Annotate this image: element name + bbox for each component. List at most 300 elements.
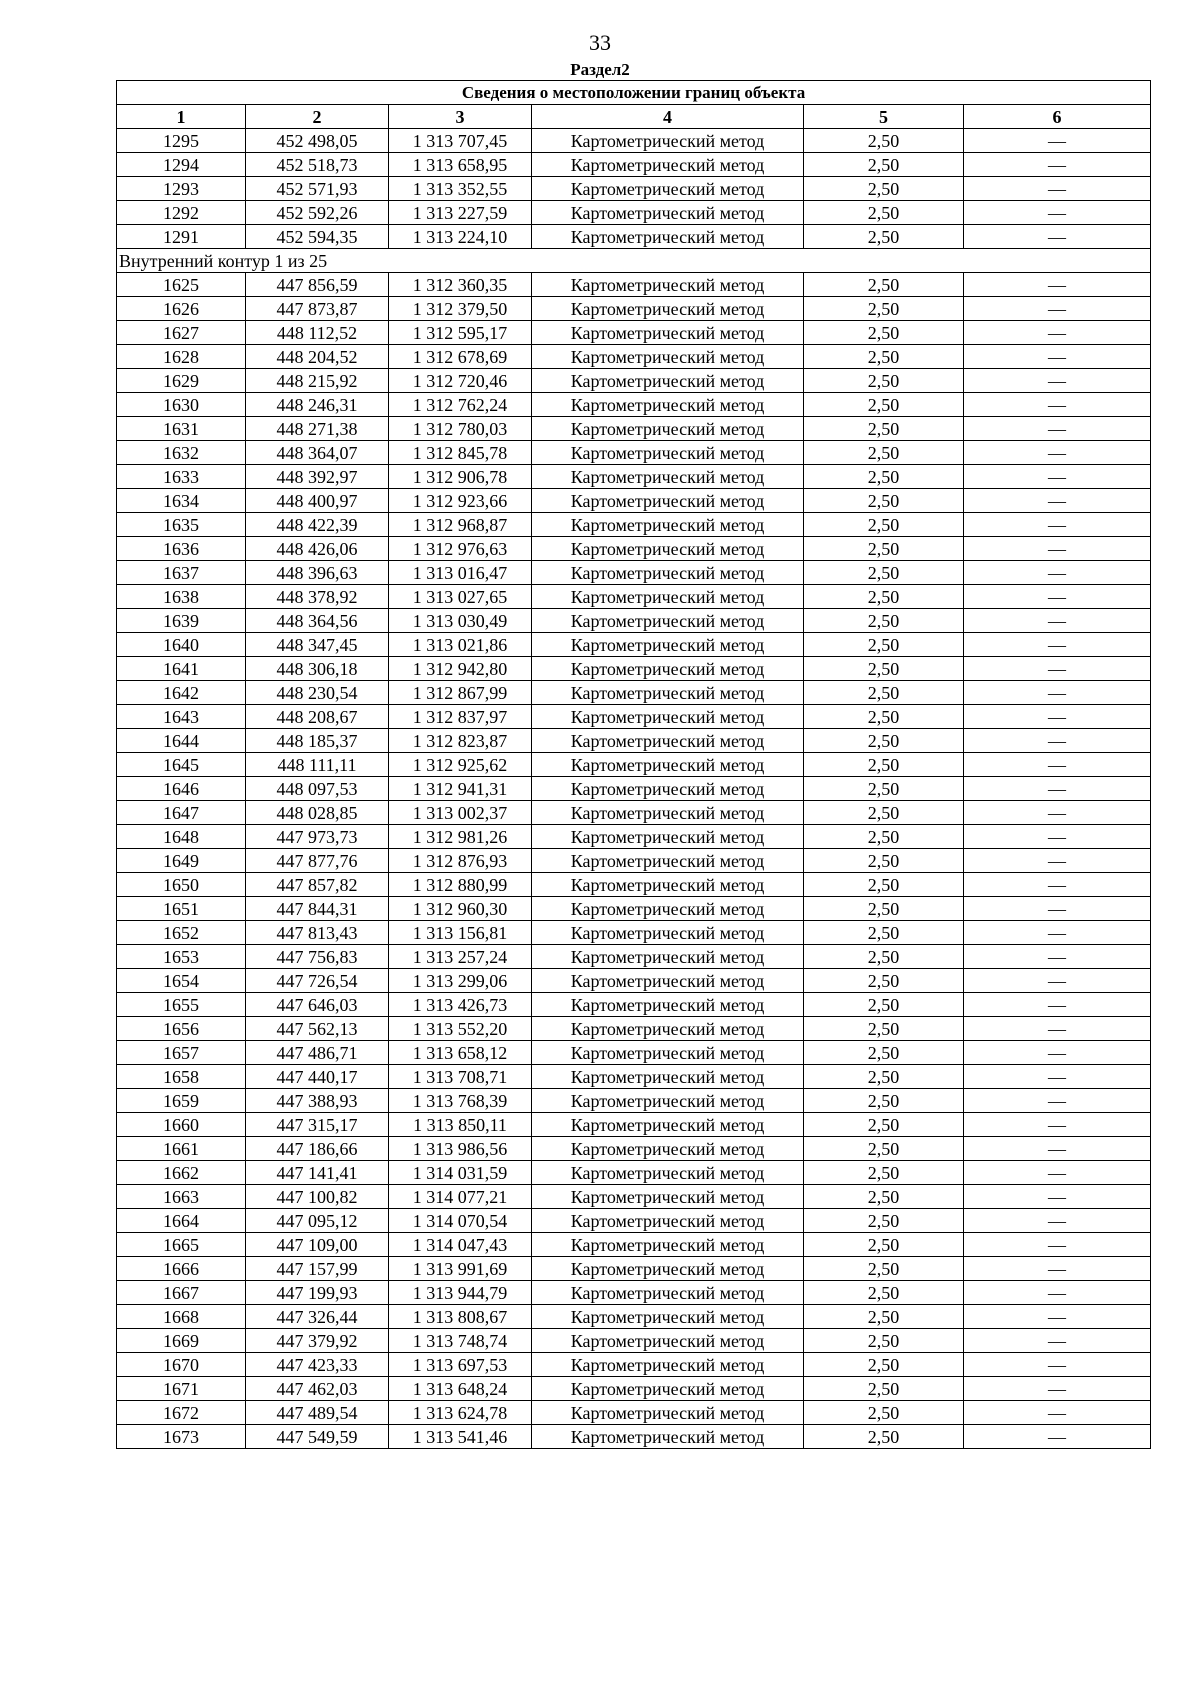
- determination-method: Картометрический метод: [532, 297, 804, 321]
- determination-method: Картометрический метод: [532, 1305, 804, 1329]
- contour-label-row: [117, 249, 1151, 273]
- coordinate-x: 448 204,52: [246, 345, 389, 369]
- accuracy-value: 2,50: [804, 1161, 964, 1185]
- table-row: [117, 1401, 1151, 1425]
- coordinate-x: 447 462,03: [246, 1377, 389, 1401]
- coordinate-x: 447 186,66: [246, 1137, 389, 1161]
- coordinate-y: 1 313 002,37: [389, 801, 532, 825]
- determination-method: Картометрический метод: [532, 969, 804, 993]
- determination-method: Картометрический метод: [532, 729, 804, 753]
- point-number: 1294: [117, 153, 246, 177]
- accuracy-value: 2,50: [804, 177, 964, 201]
- point-number: 1651: [117, 897, 246, 921]
- coordinate-y: 1 312 941,31: [389, 777, 532, 801]
- determination-method: Картометрический метод: [532, 633, 804, 657]
- coordinate-x: 448 378,92: [246, 585, 389, 609]
- coordinate-y: 1 313 850,11: [389, 1113, 532, 1137]
- accuracy-value: 2,50: [804, 1353, 964, 1377]
- determination-method: Картометрический метод: [532, 561, 804, 585]
- coordinate-y: 1 313 027,65: [389, 585, 532, 609]
- determination-method: Картометрический метод: [532, 1209, 804, 1233]
- description-value: —: [964, 1209, 1151, 1233]
- point-number: 1656: [117, 1017, 246, 1041]
- description-value: —: [964, 345, 1151, 369]
- accuracy-value: 2,50: [804, 633, 964, 657]
- accuracy-value: 2,50: [804, 345, 964, 369]
- coordinate-x: 447 646,03: [246, 993, 389, 1017]
- table-row: [117, 945, 1151, 969]
- coordinate-x: 447 844,31: [246, 897, 389, 921]
- section-title: Раздел2: [570, 60, 630, 79]
- coordinate-x: 447 095,12: [246, 1209, 389, 1233]
- point-number: 1630: [117, 393, 246, 417]
- point-number: 1649: [117, 849, 246, 873]
- table-row: [117, 1089, 1151, 1113]
- table-row: [117, 513, 1151, 537]
- description-value: —: [964, 777, 1151, 801]
- determination-method: Картометрический метод: [532, 1185, 804, 1209]
- accuracy-value: 2,50: [804, 753, 964, 777]
- point-number: 1293: [117, 177, 246, 201]
- point-number: 1669: [117, 1329, 246, 1353]
- description-value: —: [964, 993, 1151, 1017]
- point-number: 1665: [117, 1233, 246, 1257]
- determination-method: Картометрический метод: [532, 753, 804, 777]
- point-number: 1661: [117, 1137, 246, 1161]
- table-row: [117, 657, 1151, 681]
- description-value: —: [964, 921, 1151, 945]
- accuracy-value: 2,50: [804, 1113, 964, 1137]
- coordinate-y: 1 313 426,73: [389, 993, 532, 1017]
- table-row: [117, 129, 1151, 153]
- accuracy-value: 2,50: [804, 1425, 964, 1449]
- determination-method: Картометрический метод: [532, 801, 804, 825]
- accuracy-value: 2,50: [804, 945, 964, 969]
- table-row: [117, 369, 1151, 393]
- accuracy-value: 2,50: [804, 1401, 964, 1425]
- coordinate-y: 1 313 224,10: [389, 225, 532, 249]
- accuracy-value: 2,50: [804, 201, 964, 225]
- description-value: —: [964, 705, 1151, 729]
- coordinate-x: 447 873,87: [246, 297, 389, 321]
- coordinate-x: 448 112,52: [246, 321, 389, 345]
- coordinate-x: 448 347,45: [246, 633, 389, 657]
- determination-method: Картометрический метод: [532, 1329, 804, 1353]
- coordinate-x: 447 489,54: [246, 1401, 389, 1425]
- determination-method: Картометрический метод: [532, 1425, 804, 1449]
- accuracy-value: 2,50: [804, 705, 964, 729]
- coordinate-y: 1 312 360,35: [389, 273, 532, 297]
- coordinate-y: 1 312 976,63: [389, 537, 532, 561]
- coordinate-x: 448 392,97: [246, 465, 389, 489]
- table-row: [117, 1113, 1151, 1137]
- point-number: 1659: [117, 1089, 246, 1113]
- accuracy-value: 2,50: [804, 1233, 964, 1257]
- description-value: —: [964, 297, 1151, 321]
- description-value: —: [964, 225, 1151, 249]
- coordinate-x: 447 877,76: [246, 849, 389, 873]
- coordinate-x: 447 813,43: [246, 921, 389, 945]
- coordinate-y: 1 312 876,93: [389, 849, 532, 873]
- accuracy-value: 2,50: [804, 873, 964, 897]
- description-value: —: [964, 633, 1151, 657]
- coordinate-y: 1 312 925,62: [389, 753, 532, 777]
- coordinate-x: 448 364,56: [246, 609, 389, 633]
- point-number: 1666: [117, 1257, 246, 1281]
- coordinate-x: 447 486,71: [246, 1041, 389, 1065]
- table-row: [117, 729, 1151, 753]
- description-value: —: [964, 1377, 1151, 1401]
- coordinate-x: 448 306,18: [246, 657, 389, 681]
- column-number: 3: [389, 105, 532, 129]
- coordinate-x: 448 111,11: [246, 753, 389, 777]
- point-number: 1639: [117, 609, 246, 633]
- outer-contour-rows: [117, 129, 1151, 249]
- point-number: 1671: [117, 1377, 246, 1401]
- coordinate-x: 452 594,35: [246, 225, 389, 249]
- coordinate-x: 447 549,59: [246, 1425, 389, 1449]
- coordinate-y: 1 313 352,55: [389, 177, 532, 201]
- coordinate-x: 447 756,83: [246, 945, 389, 969]
- accuracy-value: 2,50: [804, 729, 964, 753]
- determination-method: Картометрический метод: [532, 369, 804, 393]
- accuracy-value: 2,50: [804, 393, 964, 417]
- description-value: —: [964, 1161, 1151, 1185]
- table-row: [117, 297, 1151, 321]
- table-row: [117, 441, 1151, 465]
- coordinate-x: 452 498,05: [246, 129, 389, 153]
- determination-method: Картометрический метод: [532, 705, 804, 729]
- table-row: [117, 1425, 1151, 1449]
- coordinate-y: 1 313 552,20: [389, 1017, 532, 1041]
- description-value: —: [964, 489, 1151, 513]
- description-value: —: [964, 1065, 1151, 1089]
- coordinate-y: 1 313 227,59: [389, 201, 532, 225]
- table-row: [117, 417, 1151, 441]
- table-row: [117, 1329, 1151, 1353]
- table-row: [117, 585, 1151, 609]
- accuracy-value: 2,50: [804, 153, 964, 177]
- table-row: [117, 633, 1151, 657]
- coordinate-y: 1 312 837,97: [389, 705, 532, 729]
- coordinate-x: 447 857,82: [246, 873, 389, 897]
- point-number: 1673: [117, 1425, 246, 1449]
- table-row: [117, 969, 1151, 993]
- description-value: —: [964, 1425, 1151, 1449]
- coordinate-y: 1 313 021,86: [389, 633, 532, 657]
- table-row: [117, 1233, 1151, 1257]
- coordinate-x: 447 199,93: [246, 1281, 389, 1305]
- determination-method: Картометрический метод: [532, 657, 804, 681]
- coordinate-y: 1 312 960,30: [389, 897, 532, 921]
- coordinate-x: 448 185,37: [246, 729, 389, 753]
- coordinate-x: 447 379,92: [246, 1329, 389, 1353]
- table-row: [117, 465, 1151, 489]
- point-number: 1631: [117, 417, 246, 441]
- table-row: [117, 1353, 1151, 1377]
- table-row: [117, 1185, 1151, 1209]
- accuracy-value: 2,50: [804, 1257, 964, 1281]
- coordinate-x: 448 097,53: [246, 777, 389, 801]
- coordinate-x: 448 422,39: [246, 513, 389, 537]
- point-number: 1654: [117, 969, 246, 993]
- accuracy-value: 2,50: [804, 297, 964, 321]
- point-number: 1632: [117, 441, 246, 465]
- accuracy-value: 2,50: [804, 921, 964, 945]
- point-number: 1634: [117, 489, 246, 513]
- coordinate-y: 1 313 030,49: [389, 609, 532, 633]
- accuracy-value: 2,50: [804, 777, 964, 801]
- determination-method: Картометрический метод: [532, 225, 804, 249]
- coordinate-y: 1 312 678,69: [389, 345, 532, 369]
- coordinate-x: 448 400,97: [246, 489, 389, 513]
- description-value: —: [964, 153, 1151, 177]
- contour-label-section: [117, 249, 1151, 273]
- description-value: —: [964, 825, 1151, 849]
- column-number: 1: [117, 105, 246, 129]
- accuracy-value: 2,50: [804, 489, 964, 513]
- coordinate-y: 1 313 707,45: [389, 129, 532, 153]
- coordinate-y: 1 312 923,66: [389, 489, 532, 513]
- table-row: [117, 225, 1151, 249]
- description-value: —: [964, 393, 1151, 417]
- description-value: —: [964, 369, 1151, 393]
- coordinate-y: 1 312 823,87: [389, 729, 532, 753]
- table-row: [117, 321, 1151, 345]
- determination-method: Картометрический метод: [532, 777, 804, 801]
- description-value: —: [964, 1089, 1151, 1113]
- point-number: 1640: [117, 633, 246, 657]
- accuracy-value: 2,50: [804, 1065, 964, 1089]
- description-value: —: [964, 201, 1151, 225]
- accuracy-value: 2,50: [804, 225, 964, 249]
- description-value: —: [964, 945, 1151, 969]
- table-row: [117, 753, 1151, 777]
- point-number: 1643: [117, 705, 246, 729]
- determination-method: Картометрический метод: [532, 345, 804, 369]
- table-caption-row: [117, 81, 1151, 105]
- coordinate-y: 1 312 880,99: [389, 873, 532, 897]
- coordinate-y: 1 313 944,79: [389, 1281, 532, 1305]
- description-value: —: [964, 1353, 1151, 1377]
- table-row: [117, 1137, 1151, 1161]
- determination-method: Картометрический метод: [532, 1113, 804, 1137]
- description-value: —: [964, 1137, 1151, 1161]
- point-number: 1295: [117, 129, 246, 153]
- table-row: [117, 801, 1151, 825]
- table-row: [117, 177, 1151, 201]
- description-value: —: [964, 273, 1151, 297]
- description-value: —: [964, 801, 1151, 825]
- coordinate-x: 447 856,59: [246, 273, 389, 297]
- table-row: [117, 1017, 1151, 1041]
- description-value: —: [964, 729, 1151, 753]
- table-row: [117, 849, 1151, 873]
- description-value: —: [964, 537, 1151, 561]
- determination-method: Картометрический метод: [532, 441, 804, 465]
- coordinate-x: 447 109,00: [246, 1233, 389, 1257]
- point-number: 1658: [117, 1065, 246, 1089]
- coordinate-x: 452 571,93: [246, 177, 389, 201]
- point-number: 1645: [117, 753, 246, 777]
- coordinate-x: 447 326,44: [246, 1305, 389, 1329]
- coordinate-x: 448 396,63: [246, 561, 389, 585]
- accuracy-value: 2,50: [804, 1089, 964, 1113]
- coordinate-x: 448 208,67: [246, 705, 389, 729]
- description-value: —: [964, 585, 1151, 609]
- table-row: [117, 825, 1151, 849]
- coordinate-y: 1 313 257,24: [389, 945, 532, 969]
- table-row: [117, 1065, 1151, 1089]
- coordinate-y: 1 314 077,21: [389, 1185, 532, 1209]
- coordinate-y: 1 312 720,46: [389, 369, 532, 393]
- description-value: —: [964, 465, 1151, 489]
- accuracy-value: 2,50: [804, 465, 964, 489]
- point-number: 1647: [117, 801, 246, 825]
- column-number: 5: [804, 105, 964, 129]
- coordinate-y: 1 312 906,78: [389, 465, 532, 489]
- coordinate-y: 1 313 541,46: [389, 1425, 532, 1449]
- accuracy-value: 2,50: [804, 609, 964, 633]
- description-value: —: [964, 873, 1151, 897]
- point-number: 1667: [117, 1281, 246, 1305]
- coordinate-y: 1 313 648,24: [389, 1377, 532, 1401]
- coordinate-y: 1 313 748,74: [389, 1329, 532, 1353]
- coordinate-x: 452 592,26: [246, 201, 389, 225]
- table-row: [117, 873, 1151, 897]
- accuracy-value: 2,50: [804, 441, 964, 465]
- coordinate-x: 447 388,93: [246, 1089, 389, 1113]
- table-row: [117, 1305, 1151, 1329]
- table-row: [117, 1161, 1151, 1185]
- accuracy-value: 2,50: [804, 1017, 964, 1041]
- accuracy-value: 2,50: [804, 513, 964, 537]
- accuracy-value: 2,50: [804, 1329, 964, 1353]
- coordinate-x: 448 246,31: [246, 393, 389, 417]
- coordinate-y: 1 312 762,24: [389, 393, 532, 417]
- determination-method: Картометрический метод: [532, 537, 804, 561]
- coordinate-y: 1 313 708,71: [389, 1065, 532, 1089]
- determination-method: Картометрический метод: [532, 1233, 804, 1257]
- table-row: [117, 153, 1151, 177]
- description-value: —: [964, 609, 1151, 633]
- description-value: —: [964, 513, 1151, 537]
- determination-method: Картометрический метод: [532, 153, 804, 177]
- accuracy-value: 2,50: [804, 849, 964, 873]
- coordinate-y: 1 312 845,78: [389, 441, 532, 465]
- accuracy-value: 2,50: [804, 681, 964, 705]
- point-number: 1626: [117, 297, 246, 321]
- determination-method: Картометрический метод: [532, 417, 804, 441]
- description-value: —: [964, 1257, 1151, 1281]
- description-value: —: [964, 1185, 1151, 1209]
- description-value: —: [964, 897, 1151, 921]
- accuracy-value: 2,50: [804, 825, 964, 849]
- point-number: 1291: [117, 225, 246, 249]
- point-number: 1672: [117, 1401, 246, 1425]
- accuracy-value: 2,50: [804, 1041, 964, 1065]
- accuracy-value: 2,50: [804, 585, 964, 609]
- determination-method: Картометрический метод: [532, 609, 804, 633]
- accuracy-value: 2,50: [804, 417, 964, 441]
- accuracy-value: 2,50: [804, 1377, 964, 1401]
- determination-method: Картометрический метод: [532, 1089, 804, 1113]
- determination-method: Картометрический метод: [532, 273, 804, 297]
- point-number: 1670: [117, 1353, 246, 1377]
- point-number: 1663: [117, 1185, 246, 1209]
- determination-method: Картометрический метод: [532, 177, 804, 201]
- point-number: 1650: [117, 873, 246, 897]
- determination-method: Картометрический метод: [532, 1257, 804, 1281]
- point-number: 1629: [117, 369, 246, 393]
- coordinate-y: 1 313 991,69: [389, 1257, 532, 1281]
- coordinate-x: 447 440,17: [246, 1065, 389, 1089]
- determination-method: Картометрический метод: [532, 849, 804, 873]
- accuracy-value: 2,50: [804, 969, 964, 993]
- column-number: 6: [964, 105, 1151, 129]
- description-value: —: [964, 849, 1151, 873]
- accuracy-value: 2,50: [804, 369, 964, 393]
- table-row: [117, 777, 1151, 801]
- coordinate-x: 452 518,73: [246, 153, 389, 177]
- table-caption: Сведения о местоположении границ объекта: [117, 81, 1151, 105]
- accuracy-value: 2,50: [804, 993, 964, 1017]
- table-row: [117, 993, 1151, 1017]
- point-number: 1641: [117, 657, 246, 681]
- determination-method: Картометрический метод: [532, 585, 804, 609]
- description-value: —: [964, 129, 1151, 153]
- point-number: 1637: [117, 561, 246, 585]
- determination-method: Картометрический метод: [532, 1041, 804, 1065]
- coordinate-y: 1 313 156,81: [389, 921, 532, 945]
- page-number: 33: [589, 30, 611, 55]
- table-row: [117, 1281, 1151, 1305]
- point-number: 1636: [117, 537, 246, 561]
- coordinate-x: 448 230,54: [246, 681, 389, 705]
- coordinate-y: 1 313 624,78: [389, 1401, 532, 1425]
- determination-method: Картометрический метод: [532, 1161, 804, 1185]
- determination-method: Картометрический метод: [532, 1377, 804, 1401]
- coordinate-y: 1 314 031,59: [389, 1161, 532, 1185]
- column-number: 2: [246, 105, 389, 129]
- coordinate-y: 1 313 658,95: [389, 153, 532, 177]
- accuracy-value: 2,50: [804, 1185, 964, 1209]
- coordinate-y: 1 312 867,99: [389, 681, 532, 705]
- determination-method: Картометрический метод: [532, 945, 804, 969]
- coordinate-y: 1 313 016,47: [389, 561, 532, 585]
- coordinate-y: 1 314 070,54: [389, 1209, 532, 1233]
- coordinate-x: 448 028,85: [246, 801, 389, 825]
- point-number: 1655: [117, 993, 246, 1017]
- point-number: 1292: [117, 201, 246, 225]
- coordinate-y: 1 312 379,50: [389, 297, 532, 321]
- description-value: —: [964, 1281, 1151, 1305]
- coordinate-x: 447 562,13: [246, 1017, 389, 1041]
- determination-method: Картометрический метод: [532, 513, 804, 537]
- determination-method: Картометрический метод: [532, 321, 804, 345]
- point-number: 1664: [117, 1209, 246, 1233]
- determination-method: Картометрический метод: [532, 1017, 804, 1041]
- table-row: [117, 561, 1151, 585]
- accuracy-value: 2,50: [804, 1209, 964, 1233]
- description-value: —: [964, 1401, 1151, 1425]
- coordinate-x: 447 141,41: [246, 1161, 389, 1185]
- boundary-coordinates-table: [116, 80, 1151, 1449]
- accuracy-value: 2,50: [804, 657, 964, 681]
- description-value: —: [964, 321, 1151, 345]
- determination-method: Картометрический метод: [532, 1353, 804, 1377]
- table-row: [117, 273, 1151, 297]
